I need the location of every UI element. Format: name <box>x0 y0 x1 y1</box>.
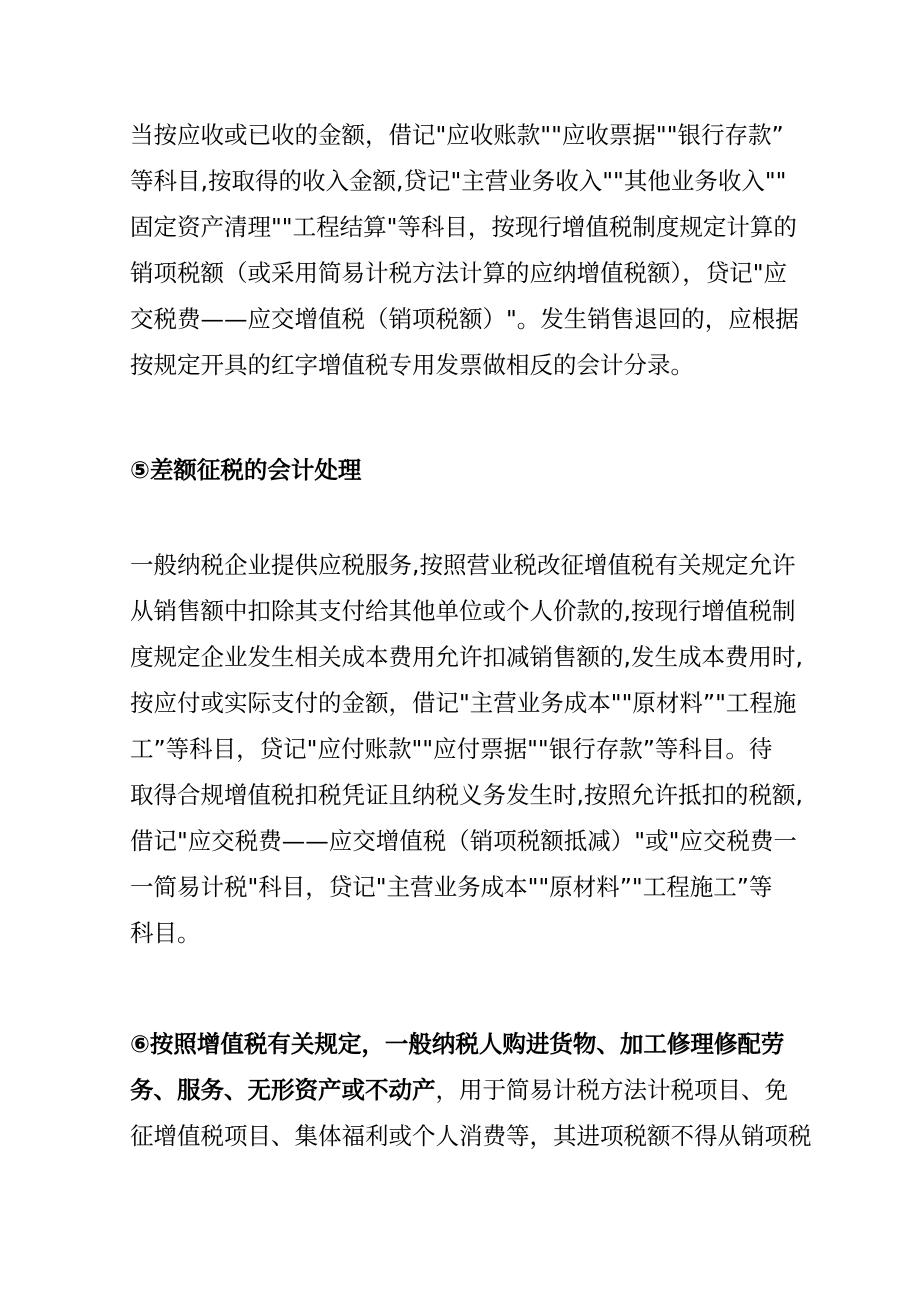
heading-text: ⑤差额征税的会计处理 <box>130 456 362 484</box>
regular-text-segment: ，用于简易计税方法计税项目、免 <box>435 1076 788 1104</box>
text-line-bold: ⑥按照增值税有关规定，一般纳税人购进货物、加工修理修配劳 <box>130 1030 785 1058</box>
text-line: 固定资产清理""工程结算"等科目，按现行增值税制度规定计算的 <box>130 213 797 241</box>
text-line: 当按应收或已收的金额，借记"应收账款""应收票据""银行存款” <box>130 121 784 149</box>
text-line: 按应付或实际支付的金额，借记"主营业务成本""原材料”"工程施 <box>130 689 797 717</box>
text-line: 从销售额中扣除其支付给其他单位或个人价款的,按现行增值税制 <box>130 597 796 625</box>
text-line-mixed <box>130 1067 810 1113</box>
text-line: 度规定企业发生相关成本费用允许扣减销售额的,发生成本费用时, <box>130 643 803 671</box>
text-line: 征增值税项目、集体福利或个人消费等，其进项税额不得从销项税 <box>130 1122 812 1150</box>
paragraph-differential-taxation <box>130 542 810 956</box>
text-line: 借记"应交税费——应交增值税（销项税额抵减）"或"应交税费一 <box>130 827 797 855</box>
text-line: 工”等科目，贷记"应付账款""应付票据""银行存款”等科目。待 <box>130 735 773 763</box>
text-line: 科目。 <box>130 919 201 947</box>
section-heading-differential-taxation <box>130 447 810 493</box>
paragraph-input-tax-non-deductible <box>130 1021 810 1159</box>
paragraph-sales-revenue-entry <box>130 112 810 388</box>
text-line: 一简易计税"科目，贷记"主营业务成本""原材料”"工程施工”等 <box>130 873 773 901</box>
text-line: 一般纳税企业提供应税服务,按照营业税改征增值税有关规定允许 <box>130 551 796 579</box>
text-line: 交税费——应交增值税（销项税额）"。发生销售退回的，应根据 <box>130 305 799 333</box>
text-line: 按规定开具的红字增值税专用发票做相反的会计分录。 <box>130 351 694 379</box>
text-line: 销项税额（或采用简易计税方法计算的应纳增值税额），贷记"应 <box>130 259 788 287</box>
text-line: 等科目,按取得的收入金额,贷记"主营业务收入""其他业务收入"" <box>130 167 787 195</box>
text-line: 取得合规增值税扣税凭证且纳税义务发生时,按照允许抵扣的税额, <box>130 781 803 809</box>
bold-text-segment: 务、服务、无形资产或不动产 <box>130 1076 436 1104</box>
